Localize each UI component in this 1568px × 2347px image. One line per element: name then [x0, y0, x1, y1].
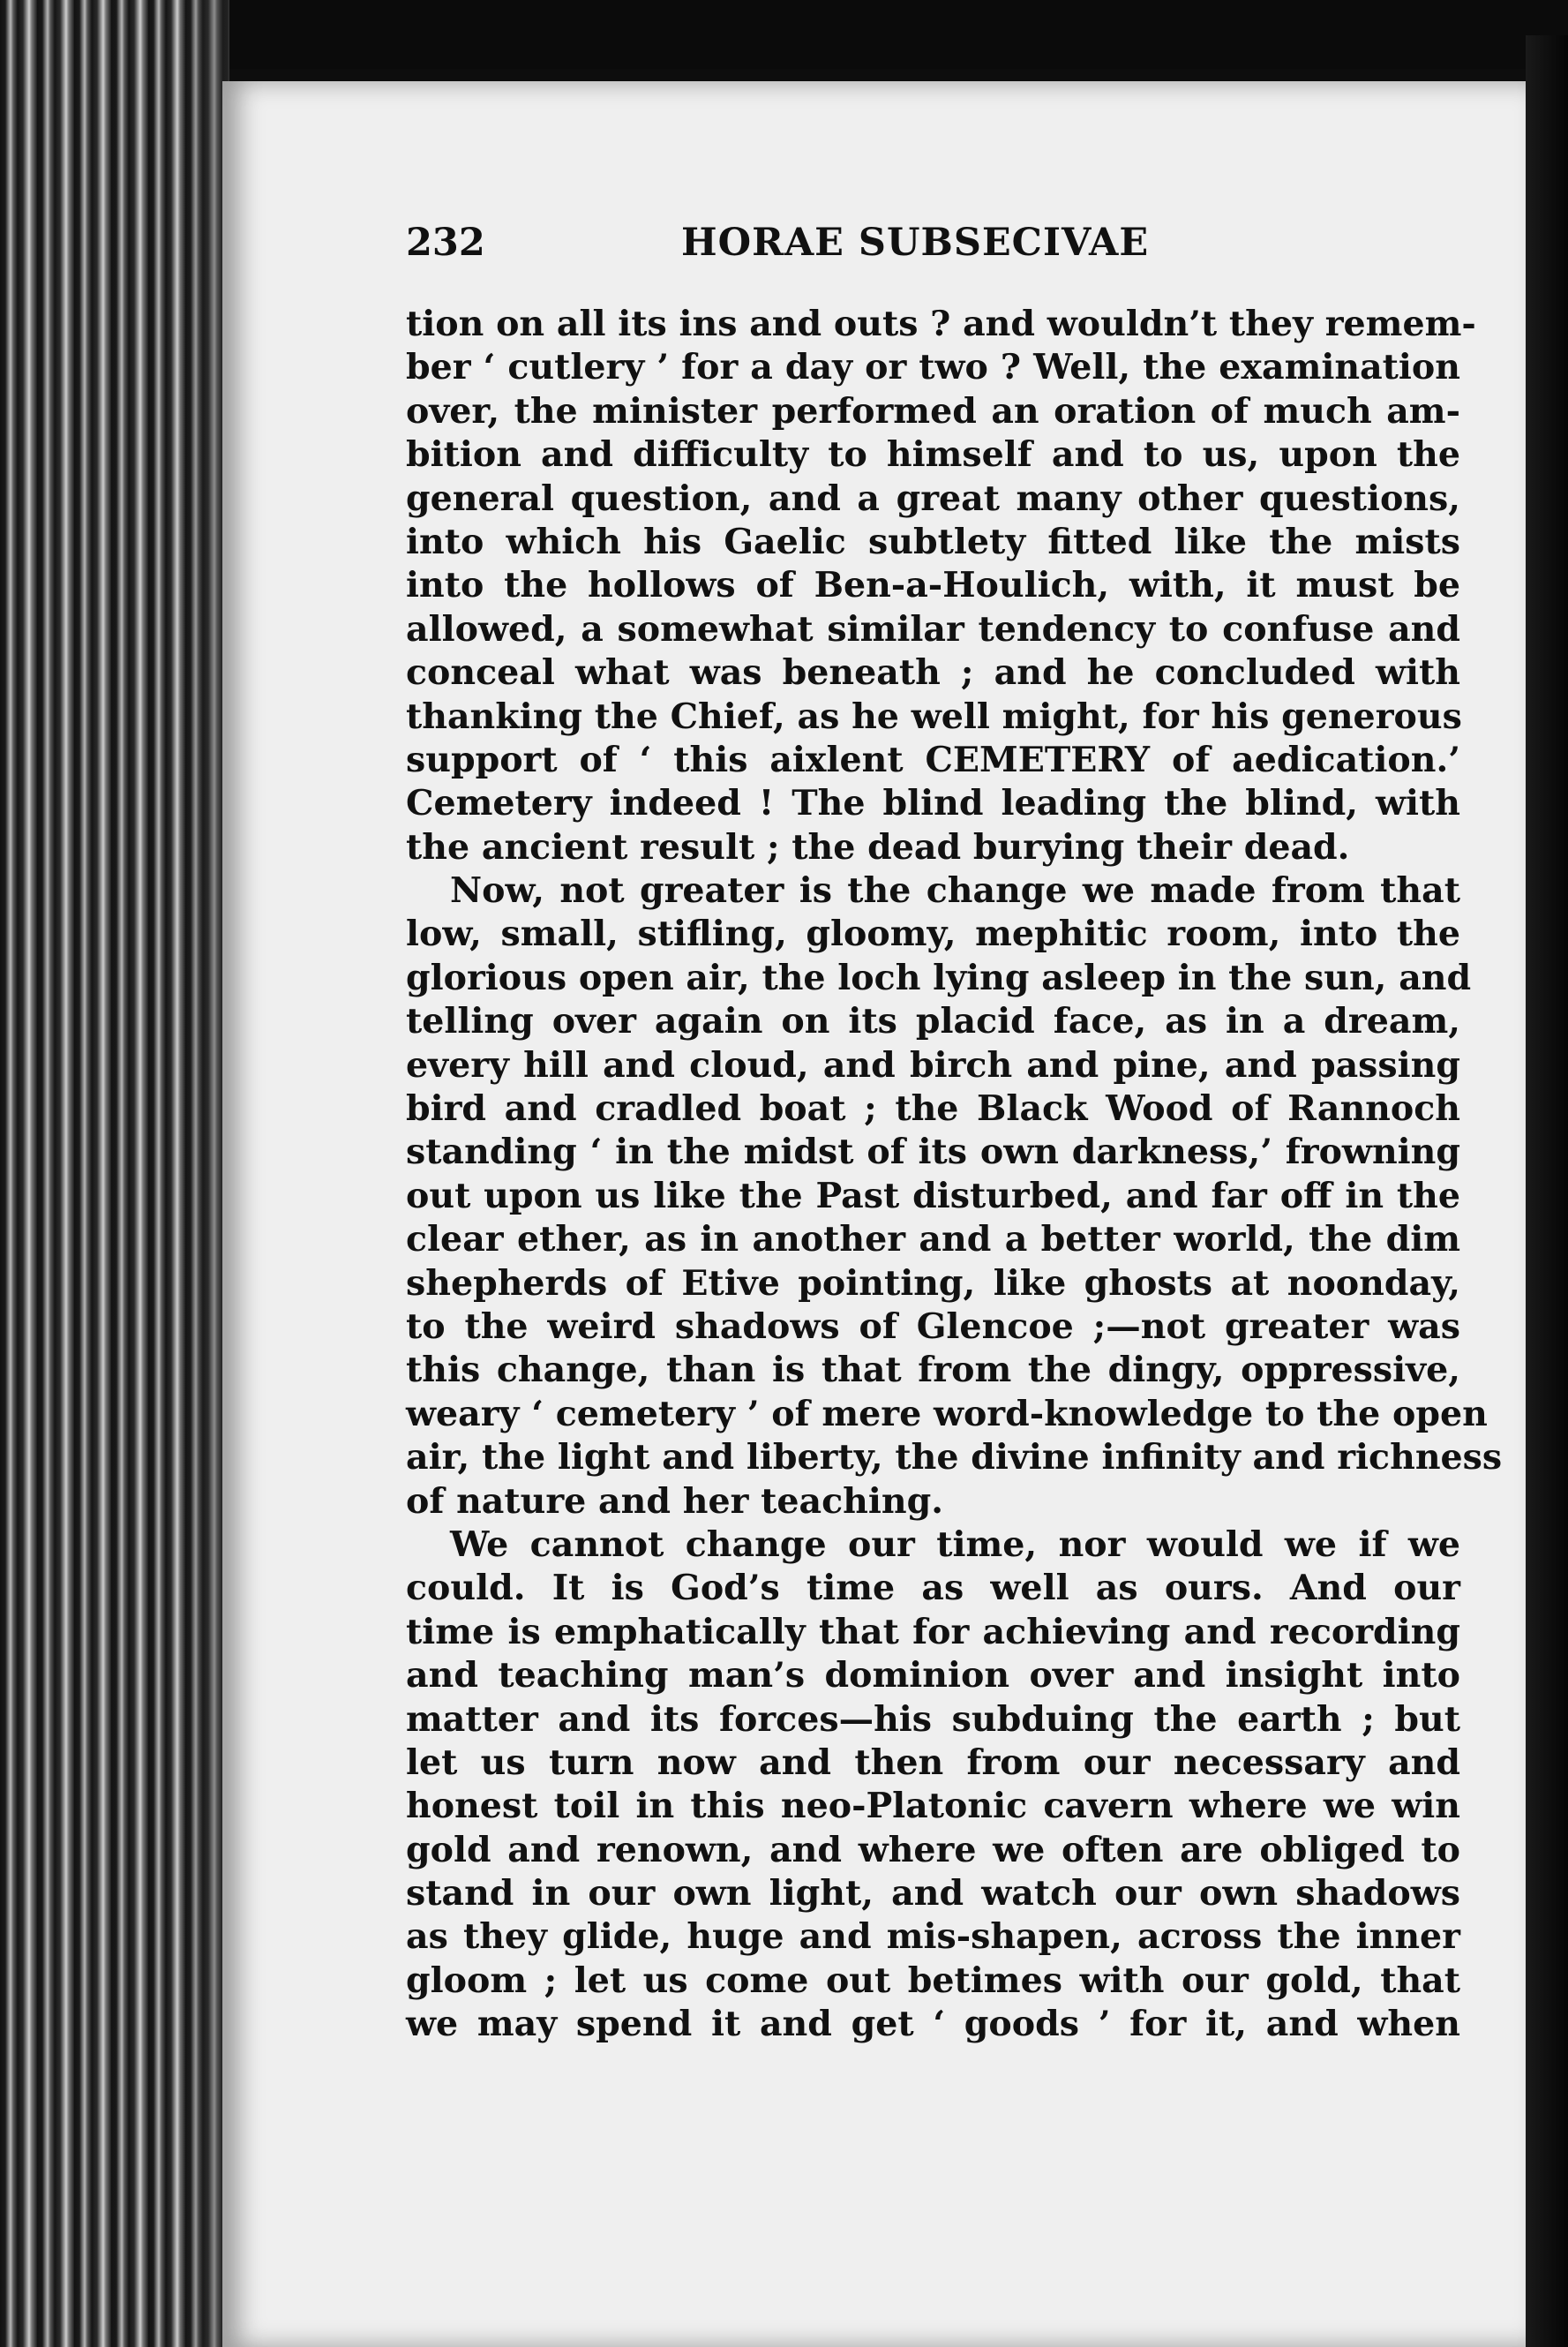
- text-line: stand in our own light, and watch our own shadows: [406, 1873, 1460, 1914]
- text-line: honest toil in this neo-Platonic cavern where we win: [406, 1786, 1460, 1827]
- text-line: tion on all its ins and outs ? and wouldn’t they remem-: [406, 304, 1476, 344]
- text-line: this change, than is that from the dingy, oppressive,: [406, 1350, 1460, 1391]
- text-line: as they glide, huge and mis-shapen, across the inner: [406, 1916, 1460, 1958]
- running-head: HORAE SUBSECIVAE: [681, 221, 1150, 265]
- page-number: 232: [406, 221, 485, 265]
- text-line: low, small, stifling, gloomy, mephitic room, into the: [406, 914, 1460, 955]
- text-line: thanking the Chief, as he well might, for his generous: [406, 696, 1462, 737]
- text-line: every hill and cloud, and birch and pine, and passing: [406, 1044, 1460, 1086]
- text-line: clear ether, as in another and a better world, the dim: [406, 1219, 1460, 1260]
- text-line: and teaching man’s dominion over and insight into: [406, 1655, 1460, 1696]
- text-line: we may spend it and get ‘ goods ’ for it, and when: [406, 2004, 1460, 2045]
- text-line: out upon us like the Past disturbed, and far off in the: [406, 1175, 1460, 1216]
- body-text: [406, 303, 1503, 2047]
- text-line: the ancient result ; the dead burying their dead.: [406, 826, 1350, 868]
- text-line: Now, not greater is the change we made from that: [450, 870, 1460, 912]
- text-line: conceal what was beneath ; and he concluded with: [406, 652, 1460, 694]
- text-line: gold and renown, and where we often are obliged to: [406, 1829, 1460, 1870]
- text-line: of nature and her teaching.: [406, 1480, 943, 1522]
- text-line: let us turn now and then from our necessary and: [406, 1741, 1460, 1783]
- text-line: Cemetery indeed ! The blind leading the blind, with: [406, 783, 1460, 824]
- text-line: allowed, a somewhat similar tendency to confuse and: [406, 608, 1460, 650]
- page-header: [406, 221, 1465, 282]
- text-line: air, the light and liberty, the divine infinity and richness: [406, 1437, 1503, 1478]
- text-line: general question, and a great many other questions,: [406, 478, 1460, 519]
- scan-top-border: [0, 0, 1568, 69]
- text-line: into which his Gaelic subtlety fitted like the mists: [406, 521, 1460, 562]
- text-line: could. It is God’s time as well as ours. And our: [406, 1568, 1460, 1609]
- text-line: bition and difficulty to himself and to us, upon the: [406, 434, 1460, 476]
- text-line: matter and its forces—his subduing the earth ; but: [406, 1698, 1460, 1740]
- text-line: ber ‘ cutlery ’ for a day or two ? Well, the examination: [406, 347, 1460, 388]
- text-line: We cannot change our time, nor would we if we: [450, 1523, 1460, 1565]
- gutter-shadow: [176, 0, 229, 2347]
- text-line: over, the minister performed an oration of much am-: [406, 390, 1460, 432]
- text-line: to the weird shadows of Glencoe ;—not greater was: [406, 1305, 1460, 1347]
- text-line: time is emphatically that for achieving and recording: [406, 1611, 1460, 1652]
- text-line: support of ‘ this aixlent CEMETERY of aedication.’: [406, 739, 1460, 780]
- text-line: telling over again on its placid face, as in a dream,: [406, 1001, 1460, 1042]
- text-line: shepherds of Etive pointing, like ghosts at noonday,: [406, 1262, 1460, 1304]
- text-line: gloom ; let us come out betimes with our gold, that: [406, 1960, 1460, 2001]
- scan-right-border: [1526, 35, 1568, 2347]
- text-line: weary ‘ cemetery ’ of mere word-knowledge to the open: [406, 1393, 1488, 1434]
- text-line: bird and cradled boat ; the Black Wood of Rannoch: [406, 1088, 1460, 1130]
- text-line: glorious open air, the loch lying asleep in the sun, and: [406, 957, 1472, 998]
- text-line: into the hollows of Ben-a-Houlich, with, it must be: [406, 565, 1460, 606]
- text-line: standing ‘ in the midst of its own darkness,’ frowning: [406, 1132, 1460, 1173]
